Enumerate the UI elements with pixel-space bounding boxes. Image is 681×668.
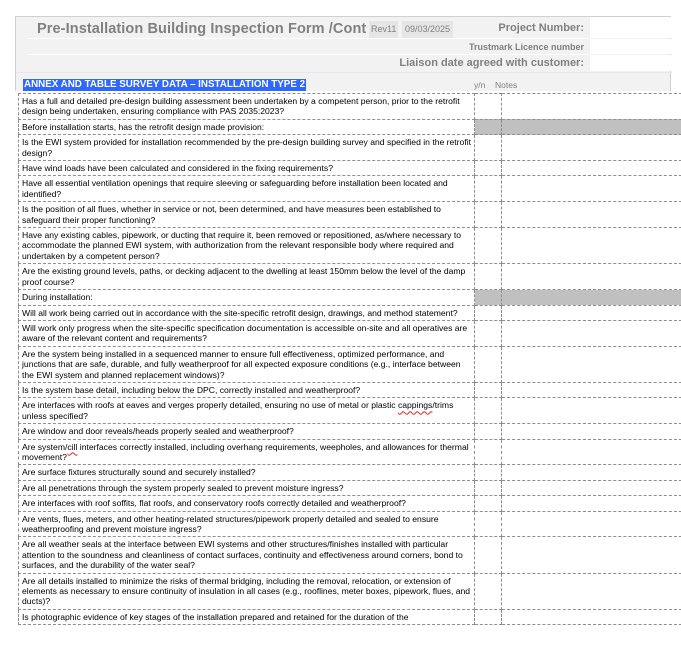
table-row xyxy=(19,161,681,176)
notes-cell[interactable] xyxy=(502,496,681,511)
liaison-date-label: Liaison date agreed with customer: xyxy=(399,57,584,69)
table-row xyxy=(19,264,681,290)
header-divider xyxy=(28,38,588,39)
header-divider xyxy=(28,54,588,55)
table-row xyxy=(19,537,681,573)
notes-cell-disabled xyxy=(502,119,681,134)
notes-cell[interactable] xyxy=(502,465,681,480)
table-row xyxy=(19,382,681,397)
yn-cell[interactable] xyxy=(475,305,502,320)
notes-cell[interactable] xyxy=(502,424,681,439)
notes-cell-disabled xyxy=(502,290,681,305)
question-text: Have any existing cables, pipework, or ducting that require it, been removed or repositioned, as/where necessary to accommodate the planned EWI system, with authorization from the relevant responsible body where required and undertaken by a competent person? xyxy=(19,228,475,264)
question-text: Are all penetrations through the system properly sealed to prevent moisture ingress? xyxy=(19,480,475,495)
yn-cell[interactable] xyxy=(475,480,502,495)
table-row xyxy=(19,496,681,511)
question-text: Are vents, flues, meters, and other heating-related structures/pipework properly detailed and sealed to ensure weatherproofing and prevent moisture ingress? xyxy=(19,511,475,537)
notes-cell[interactable] xyxy=(502,228,681,264)
spellcheck-flagged-word[interactable]: cill xyxy=(67,441,78,452)
notes-cell[interactable] xyxy=(502,609,681,624)
question-text: Is the EWI system provided for installation recommended by the pre-design building survey and specified in the retrofit design? xyxy=(19,135,475,161)
yn-cell[interactable] xyxy=(475,228,502,264)
yn-cell[interactable] xyxy=(475,573,502,609)
project-number-field[interactable] xyxy=(590,17,671,38)
section-banner: ANNEX AND TABLE SURVEY DATA – INSTALLATION TYPE 2 xyxy=(24,79,306,90)
notes-cell[interactable] xyxy=(502,176,681,202)
trustmark-licence-field[interactable] xyxy=(590,39,671,54)
notes-column-header: Notes xyxy=(495,80,518,90)
notes-cell[interactable] xyxy=(502,94,681,120)
survey-table xyxy=(18,93,681,625)
yn-cell[interactable] xyxy=(475,465,502,480)
question-text: Are the existing ground levels, paths, or decking adjacent to the dwelling at least 150mm below the level of the damp proof course? xyxy=(19,264,475,290)
table-row xyxy=(19,609,681,624)
yn-cell[interactable] xyxy=(475,346,502,382)
question-text: Have wind loads have been calculated and considered in the fixing requirements? xyxy=(19,161,475,176)
section-heading-text: Before installation starts, has the retrofit design made provision: xyxy=(19,119,475,134)
yn-cell[interactable] xyxy=(475,202,502,228)
question-text: Have all essential ventilation openings that require sleeving or safeguarding before installation been located and identified? xyxy=(19,176,475,202)
notes-cell[interactable] xyxy=(502,135,681,161)
question-text: Is photographic evidence of key stages of the installation prepared and retained for the duration of the xyxy=(19,609,475,624)
table-row xyxy=(19,573,681,609)
section-heading-text: During installation: xyxy=(19,290,475,305)
question-text: Has a full and detailed pre-design building assessment been undertaken by a competent person, prior to the retrofit design being undertaken, ensuring compliance with PAS 2035:2023? xyxy=(19,94,475,120)
question-text xyxy=(19,398,475,424)
question-text: Will work only progress when the site-specific specification documentation is accessible on-site and all operatives are aware of the relevant content and requirements? xyxy=(19,320,475,346)
yn-cell[interactable] xyxy=(475,264,502,290)
yn-cell[interactable] xyxy=(475,176,502,202)
liaison-date-field[interactable] xyxy=(590,55,671,71)
question-text-part: Are system/ xyxy=(22,441,68,452)
notes-cell[interactable] xyxy=(502,382,681,397)
table-row xyxy=(19,511,681,537)
yn-cell[interactable] xyxy=(475,382,502,397)
notes-cell[interactable] xyxy=(502,346,681,382)
table-row xyxy=(19,135,681,161)
yn-cell[interactable] xyxy=(475,135,502,161)
table-row xyxy=(19,176,681,202)
spellcheck-flagged-word[interactable]: cappings xyxy=(397,400,433,411)
yn-cell[interactable] xyxy=(475,320,502,346)
yn-cell[interactable] xyxy=(475,161,502,176)
yn-cell[interactable] xyxy=(475,609,502,624)
question-text: Is the position of all flues, whether in service or not, been determined, and have measures been established to safeguard their proper functioning? xyxy=(19,202,475,228)
question-text: Are all details installed to minimize the risks of thermal bridging, including the removal, relocation, or extension of elements as necessary to ensure continuity of insulation in all cases (e.g., rooflines, meter boxes, pipework, flues, and ducts)? xyxy=(19,573,475,609)
project-number-label: Project Number: xyxy=(498,22,584,34)
yn-cell-disabled xyxy=(475,290,502,305)
notes-cell[interactable] xyxy=(502,161,681,176)
notes-cell[interactable] xyxy=(502,264,681,290)
question-text: Are all weather seals at the interface between EWI systems and other structures/finishes installed with particular attention to the soundness and cleanliness of contact surfaces, continuity and effectiveness around corners, bond to surfaces, and the durability of the water seal? xyxy=(19,537,475,573)
table-row xyxy=(19,465,681,480)
form-header xyxy=(15,16,671,91)
yn-cell[interactable] xyxy=(475,439,502,465)
question-text-part: /trims unless specified? xyxy=(22,400,454,421)
notes-cell[interactable] xyxy=(502,573,681,609)
trustmark-licence-label: Trustmark Licence number xyxy=(468,42,584,52)
table-row xyxy=(19,398,681,424)
yn-column-header: y/n xyxy=(474,80,486,90)
yn-cell[interactable] xyxy=(475,511,502,537)
yn-cell[interactable] xyxy=(475,398,502,424)
question-text: Are interfaces with roof soffits, flat roofs, and conservatory roofs correctly detailed and weatherproof? xyxy=(19,496,475,511)
table-row xyxy=(19,346,681,382)
question-text xyxy=(19,439,475,465)
header-divider xyxy=(16,72,672,73)
table-row xyxy=(19,202,681,228)
yn-cell-disabled xyxy=(475,119,502,134)
table-row xyxy=(19,94,681,120)
question-text: Will all work being carried out in accordance with the site-specific retrofit design, drawings, and method statement? xyxy=(19,305,475,320)
notes-cell[interactable] xyxy=(502,480,681,495)
table-row xyxy=(19,228,681,264)
question-text-part: Are interfaces with roofs at eaves and verges properly detailed, ensuring no use of metal or plastic xyxy=(22,400,398,411)
notes-cell[interactable] xyxy=(502,439,681,465)
table-row xyxy=(19,320,681,346)
question-text: Are the system being installed in a sequenced manner to ensure full effectiveness, optimized performance, and junctions that are safe, durable, and fully weatherproof for all expected exposure conditions (e.g., interface between the EWI system and planned replacement windows)? xyxy=(19,346,475,382)
yn-cell[interactable] xyxy=(475,94,502,120)
question-text: Are surface fixtures structurally sound and securely installed? xyxy=(19,465,475,480)
table-row xyxy=(19,305,681,320)
question-text: Is the system base detail, including below the DPC, correctly installed and weatherproof? xyxy=(19,382,475,397)
notes-cell[interactable] xyxy=(502,202,681,228)
table-row xyxy=(19,439,681,465)
table-row-section xyxy=(19,290,681,305)
yn-cell[interactable] xyxy=(475,424,502,439)
table-row xyxy=(19,480,681,495)
question-text-part: interfaces correctly installed, including overhang requirements, weepholes, and allowances for thermal movement? xyxy=(22,441,469,462)
notes-cell[interactable] xyxy=(502,398,681,424)
yn-cell[interactable] xyxy=(475,537,502,573)
table-row-section xyxy=(19,119,681,134)
notes-cell[interactable] xyxy=(502,320,681,346)
table-row xyxy=(19,424,681,439)
yn-cell[interactable] xyxy=(475,496,502,511)
notes-cell[interactable] xyxy=(502,305,681,320)
notes-cell[interactable] xyxy=(502,537,681,573)
notes-cell[interactable] xyxy=(502,511,681,537)
revision-label: Rev11 xyxy=(369,21,398,38)
form-title: Pre-Installation Building Inspection Form /Cont xyxy=(37,21,367,37)
revision-date: 09/03/2025 xyxy=(402,21,453,38)
question-text: Are window and door reveals/heads properly sealed and weatherproof? xyxy=(19,424,475,439)
